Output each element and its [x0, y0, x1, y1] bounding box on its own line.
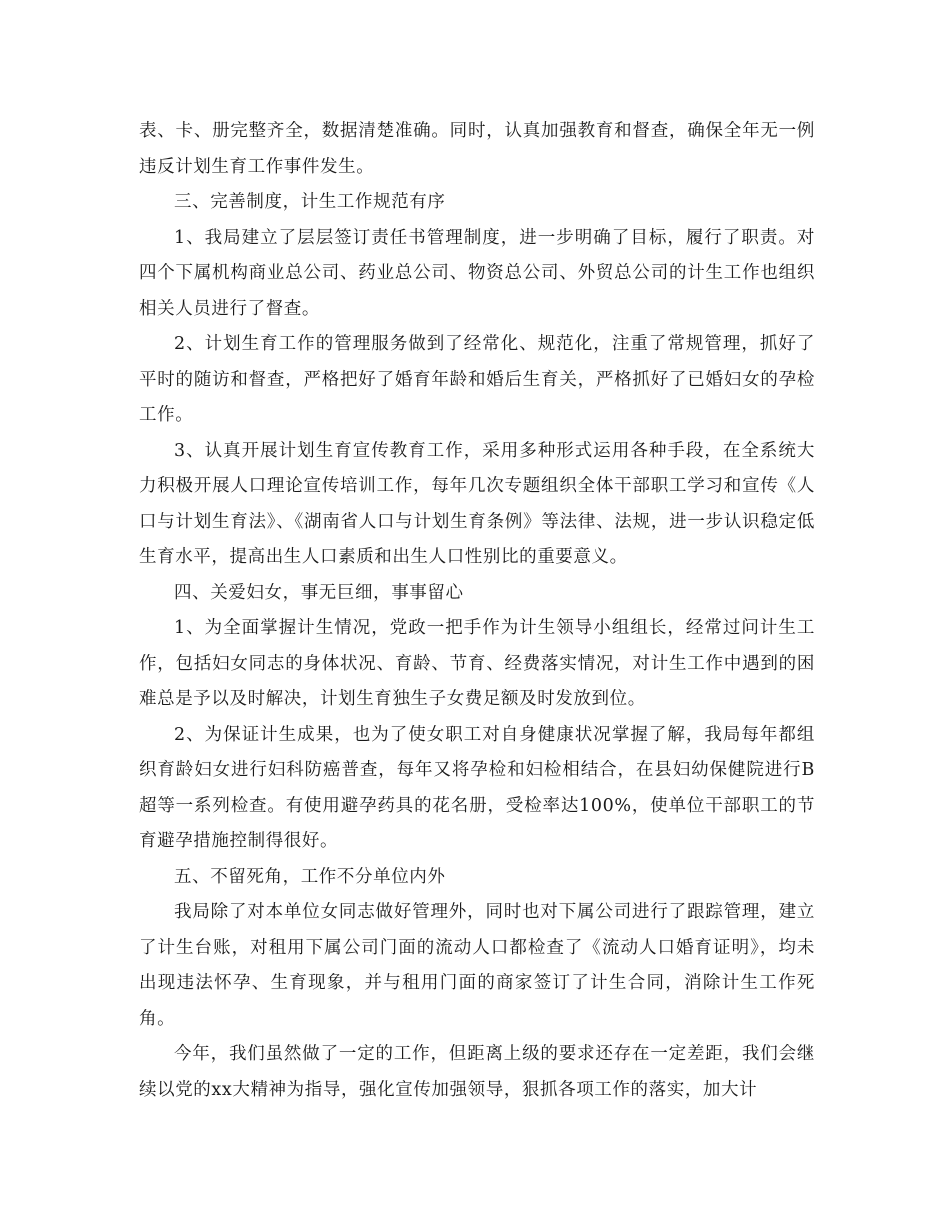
section-heading-3: 三、完善制度，计生工作规范有序 [174, 192, 446, 212]
paragraph: 1、我局建立了层层签订责任书管理制度，进一步明确了目标，履行了职责。对四个下属机构商业总公司、药业总公司、物资总公司、外贸总公司的计生工作也组织相关人员进行了督查。 [139, 227, 815, 319]
section-heading-5: 五、不留死角，工作不分单位内外 [174, 866, 446, 887]
paragraph-continuation: 表、卡、册完整齐全，数据清楚准确。同时，认真加强教育和督查，确保全年无一例违反计划生育工作事件发生。 [139, 121, 815, 177]
paragraph: 2、计划生育工作的管理服务做到了经常化、规范化，注重了常规管理，抓好了平时的随访和督查，严格把好了婚育年龄和婚后生育关，严格抓好了已婚妇女的孕检工作。 [139, 334, 815, 425]
paragraph: 今年，我们虽然做了一定的工作，但距离上级的要求还存在一定差距，我们会继续以党的xx大精神为指导，强化宣传加强领导，狠抓各项工作的落实，加大计 [139, 1044, 815, 1100]
paragraph: 2、为保证计生成果，也为了使女职工对自身健康状况掌握了解，我局每年都组织育龄妇女进行妇科防癌普查，每年又将孕检和妇检相结合，在县妇幼保健院进行B超等一系列检查。有使用避孕药具的花名册，受检率达100%，使单位干部职工的节育避孕措施控制得很好。 [139, 724, 815, 851]
document-body [139, 114, 815, 1108]
paragraph: 我局除了对本单位女同志做好管理外，同时也对下属公司进行了跟踪管理，建立了计生台账，对租用下属公司门面的流动人口都检查了《流动人口婚育证明》，均未出现违法怀孕、生育现象，并与租用门面的商家签订了计生合同，消除计生工作死角。 [139, 902, 815, 1029]
paragraph: 3、认真开展计划生育宣传教育工作，采用多种形式运用各种手段，在全系统大力积极开展人口理论宣传培训工作，每年几次专题组织全体干部职工学习和宣传《人口与计划生育法》、《湖南省人口与计划生育条例》等法律、法规，进一步认识稳定低生育水平，提高出生人口素质和出生人口性别比的重要意义。 [139, 440, 815, 567]
paragraph: 1、为全面掌握计生情况，党政一把手作为计生领导小组组长，经常过问计生工作，包括妇女同志的身体状况、育龄、节育、经费落实情况，对计生工作中遇到的困难总是予以及时解决，计划生育独生子女费足额及时发放到位。 [139, 618, 815, 709]
section-heading-4: 四、关爱妇女，事无巨细，事事留心 [174, 582, 464, 603]
